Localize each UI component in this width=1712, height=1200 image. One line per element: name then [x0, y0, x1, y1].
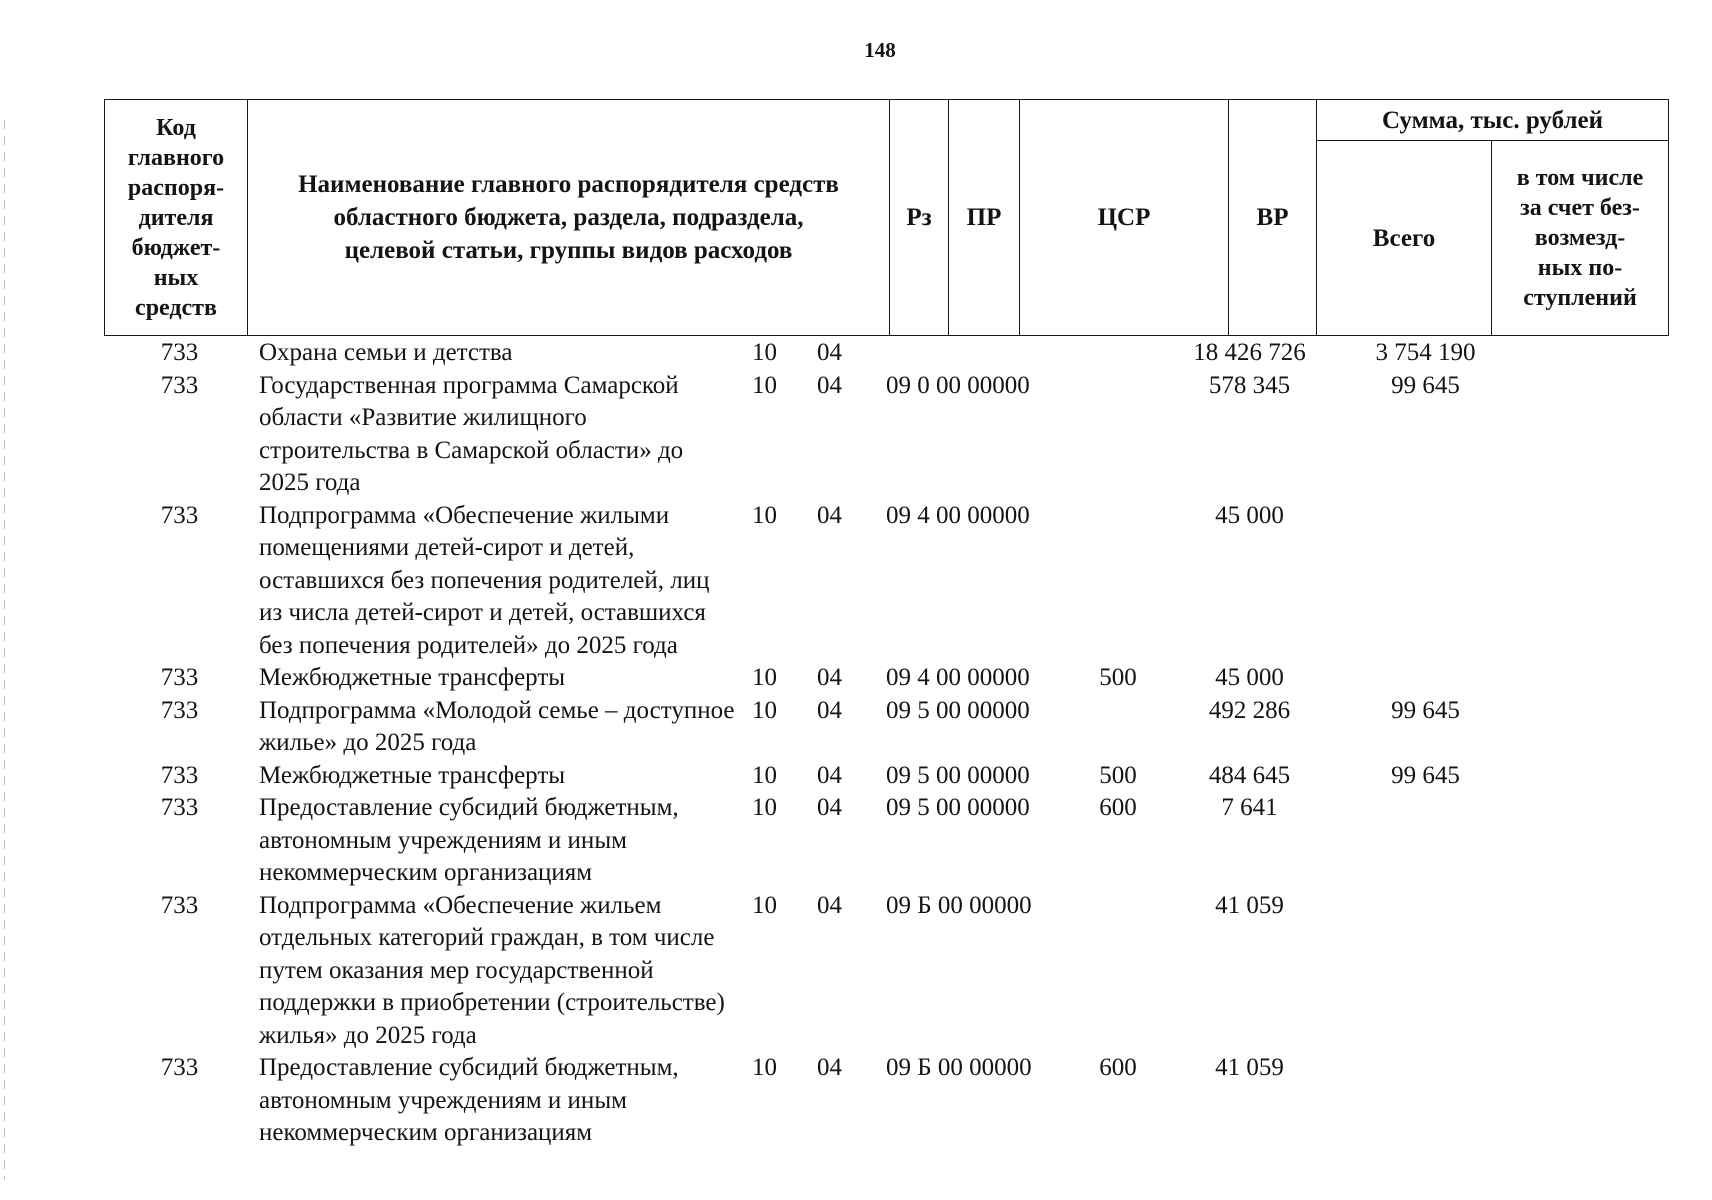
scan-edge-line: [4, 120, 5, 1180]
row-rz: 10: [752, 1054, 777, 1081]
row-vr: [1074, 695, 1162, 760]
row-total: 45 000: [1215, 664, 1284, 691]
row-pr: 04: [817, 339, 842, 366]
row-vr: [1074, 337, 1162, 370]
table-row: [104, 890, 1668, 1053]
row-csr: 09 4 00 00000: [886, 664, 1030, 691]
row-total: 45 000: [1215, 501, 1284, 529]
table-row: [104, 1052, 1668, 1150]
header-pr: ПР: [949, 100, 1020, 336]
row-name: Межбюджетные трансферты: [259, 664, 566, 691]
row-code: 733: [160, 696, 199, 724]
header-total: Всего: [1317, 141, 1492, 336]
row-free: 99 645: [1391, 696, 1460, 724]
row-rz: 10: [752, 339, 777, 366]
row-total: 41 059: [1215, 891, 1284, 919]
table-row: [104, 662, 1668, 695]
row-pr: 04: [817, 371, 842, 399]
header-csr: ЦСР: [1020, 100, 1229, 336]
row-code: 733: [160, 891, 199, 919]
header-code: Код главного распоря- дителя бюджет- ных средств: [105, 100, 248, 336]
table-row: [104, 337, 1668, 370]
row-rz: 10: [752, 371, 777, 399]
row-csr: 09 5 00 00000: [886, 794, 1030, 821]
page-number: 148: [864, 38, 896, 62]
row-csr: [865, 337, 1074, 370]
row-code: 733: [160, 1054, 199, 1081]
row-csr: 09 5 00 00000: [886, 761, 1030, 789]
header-free: в том числе за счет без- возмезд- ных по- ступлений: [1492, 141, 1669, 336]
table-row: [104, 695, 1668, 760]
row-vr: [1074, 500, 1162, 663]
row-pr: 04: [817, 761, 842, 789]
row-name: Государственная программа Самарской области «Развитие жилищного строительства в Самарской области» до 2025 года: [259, 371, 684, 496]
header-sum: Сумма, тыс. рублей: [1317, 100, 1669, 141]
row-free: [1337, 1052, 1514, 1150]
row-pr: 04: [817, 696, 842, 724]
row-vr: 600: [1099, 794, 1137, 821]
header-rz: Рз: [890, 100, 949, 336]
row-code: 733: [160, 664, 199, 691]
row-code: 733: [160, 339, 199, 366]
row-rz: 10: [752, 664, 777, 691]
row-code: 733: [160, 794, 199, 821]
row-free: [1337, 890, 1514, 1053]
row-pr: 04: [817, 891, 842, 919]
row-total: 492 286: [1208, 696, 1291, 724]
row-code: 733: [160, 501, 199, 529]
row-csr: 09 4 00 00000: [886, 501, 1030, 529]
row-total: 18 426 726: [1193, 339, 1306, 366]
table-row: [104, 500, 1668, 663]
row-name: Предоставление субсидий бюджетным, автономным учреждениям и иным некоммерческим организациям: [259, 1054, 679, 1146]
row-pr: 04: [817, 794, 842, 821]
table-row: [104, 760, 1668, 793]
table-row: [104, 792, 1668, 890]
row-total: 484 645: [1208, 761, 1291, 789]
row-rz: 10: [752, 891, 777, 919]
row-vr: [1074, 890, 1162, 1053]
row-total: 578 345: [1208, 371, 1291, 399]
row-name: Подпрограмма «Обеспечение жильем отдельных категорий граждан, в том числе путем оказания мер государственной поддержки в приобретении (строительстве) жилья» до 2025 года: [259, 891, 725, 1049]
row-pr: 04: [817, 501, 842, 529]
row-pr: 04: [817, 1054, 842, 1081]
table-row: [104, 370, 1668, 500]
row-csr: 09 Б 00 00000: [886, 1054, 1032, 1081]
row-free: [1337, 662, 1514, 695]
row-name: Межбюджетные трансферты: [259, 761, 566, 789]
row-free: 99 645: [1391, 761, 1460, 789]
table-body: [104, 337, 1668, 1150]
row-rz: 10: [752, 696, 777, 724]
header-name: Наименование главного распорядителя средств областного бюджета, раздела, подраздела, целевой статьи, группы видов расходов: [248, 100, 890, 336]
row-name: Подпрограмма «Обеспечение жилыми помещениями детей-сирот и детей, оставшихся без попечения родителей, лиц из числа детей-сирот и детей, оставшихся без попечения родителей» до 2025 года: [259, 501, 710, 659]
row-csr: 09 0 00 00000: [886, 371, 1030, 399]
row-name: Предоставление субсидий бюджетным, автономным учреждениям и иным некоммерческим организациям: [259, 794, 679, 886]
row-free: [1337, 500, 1514, 663]
row-vr: 500: [1099, 664, 1137, 691]
row-free: 3 754 190: [1375, 339, 1476, 366]
row-vr: [1074, 370, 1162, 500]
row-rz: 10: [752, 794, 777, 821]
row-name: Охрана семьи и детства: [259, 339, 513, 366]
row-csr: 09 Б 00 00000: [886, 891, 1032, 919]
row-total: 7 641: [1221, 794, 1278, 821]
header-vr: ВР: [1229, 100, 1317, 336]
row-rz: 10: [752, 501, 777, 529]
row-vr: 600: [1099, 1054, 1137, 1081]
row-name: Подпрограмма «Молодой семье – доступное жилье» до 2025 года: [259, 696, 735, 756]
row-rz: 10: [752, 761, 777, 789]
row-free: 99 645: [1391, 371, 1460, 399]
row-csr: 09 5 00 00000: [886, 696, 1030, 724]
row-pr: 04: [817, 664, 842, 691]
table-header: [104, 99, 1669, 336]
row-total: 41 059: [1215, 1054, 1284, 1081]
row-code: 733: [160, 371, 199, 399]
row-vr: 500: [1099, 761, 1137, 789]
row-code: 733: [160, 761, 199, 789]
row-free: [1337, 792, 1514, 890]
